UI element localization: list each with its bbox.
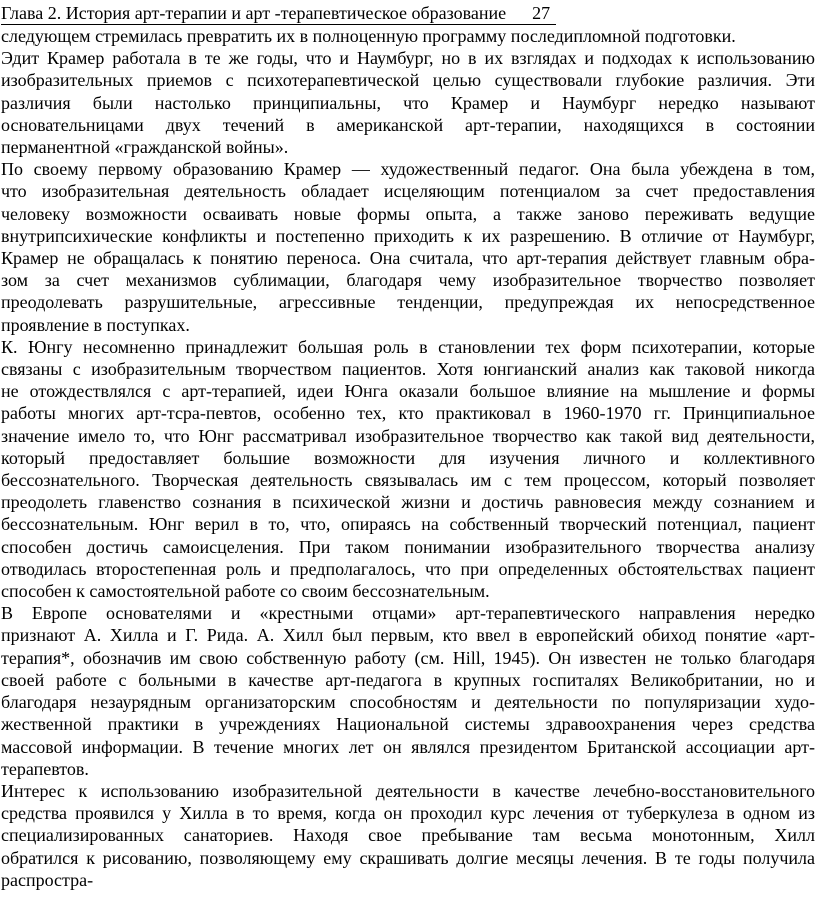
text-line: По своему первому образованию Крамер — художественный педагог. Она была убеждена в том, <box>1 159 815 180</box>
text-line: средства проявился у Хилла в то время, когда он проходил курс лечения от туберкулеза в одном из <box>1 803 815 824</box>
text-line: массовой информации. В течение многих лет он являлся президентом Британской ассоциации арт- <box>1 736 815 757</box>
text-line: преодолевать разрушительные, агрессивные тенденции, предупреждая их непосредственное <box>1 292 815 313</box>
text-line: бессознательным. Юнг верил в то, что, опираясь на собственный творческий потенциал, пациент <box>1 514 815 535</box>
paragraph <box>1 47 815 158</box>
text-line: обратился к рисованию, позволяющему ему скрашивать долгие месяцы лечения. В те годы получила <box>1 847 815 868</box>
text-line: который предоставляет большие возможности для изучения личного и коллективного <box>1 447 815 468</box>
running-header <box>1 3 556 25</box>
text-line: Эдит Крамер работала в те же годы, что и Наумбург, но в их взглядах и подходах к использованию <box>1 48 815 69</box>
text-line: основательницами двух течений в американской арт-терапии, находящихся в состоянии <box>1 114 815 135</box>
text-line: Интерес к использованию изобразительной деятельности в качестве лечебно-восстановительного <box>1 780 815 801</box>
text-line: специализированных санаториев. Находя свое пребывание там весьма монотонным, Хилл <box>1 825 815 846</box>
text-line: Крамер не обращалась к понятию переноса. Она считала, что арт-терапия действует главным обра- <box>1 248 815 269</box>
text-line: связаны с изобразительным творчеством пациентов. Хотя юнгианский анализ как таковой никогда <box>1 359 815 380</box>
text-line: бессознательного. Творческая деятельность связывалась им с тем процессом, который позволяет <box>1 470 815 491</box>
text-line: благодаря незаурядным организаторским способностям и деятельности по популяризации худо- <box>1 692 815 713</box>
text-line: отводилась второстепенная роль и предполагалось, что при определенных обстоятельствах пациент <box>1 558 815 579</box>
text-line: изобразительных приемов с психотерапевтической целью существовали глубокие различия. Эти <box>1 70 815 91</box>
text-line: терапия*, обозначив им свою собственную работу (см. Hill, 1945). Он известен не только благодаря <box>1 647 815 668</box>
body-text <box>1 25 815 891</box>
chapter-title: Глава 2. История арт-терапии и арт -терапевтическое образование <box>1 3 507 23</box>
text-line: В Европе основателями и «крестными отцами» арт-терапевтического направления нередко <box>1 603 815 624</box>
text-line: преодолеть главенство сознания в психической жизни и достичь равновесия между сознанием и <box>1 492 815 513</box>
text-line: зом за счет механизмов сублимации, благодаря чему изобразительное творчество позволяет <box>1 270 815 291</box>
text-line: терапевтов. <box>1 758 89 779</box>
text-line: работы многих арт-тсра-певтов, особенно тех, кто практиковал в 1960-1970 гг. Принципиальное <box>1 403 815 424</box>
text-line: что изобразительная деятельность обладает исцеляющим потенциалом за счет предоставления <box>1 181 815 202</box>
text-line: различия были настолько принципиальны, что Крамер и Наумбург нередко называют <box>1 92 815 113</box>
text-line: внутрипсихические конфликты и постепенно приходить к их разрешению. В отличие от Наумбург, <box>1 225 815 246</box>
text-line: К. Юнгу несомненно принадлежит большая роль в становлении тех форм психотерапии, которые <box>1 336 815 357</box>
text-line: своей работе с больными в качестве арт-педагога в крупных госпиталях Великобритании, но и <box>1 669 815 690</box>
paragraph <box>1 780 815 891</box>
text-line: способен к самостоятельной работе со своим бессознательным. <box>1 581 490 602</box>
text-line: жественной практики в учреждениях Национальной системы здравоохранения через средства <box>1 714 815 735</box>
text-line: распростра- <box>1 869 94 890</box>
paragraph <box>1 602 815 780</box>
text-line: проявление в поступках. <box>1 314 190 335</box>
paragraph <box>1 25 815 47</box>
text-line: признают А. Хилла и Г. Рида. А. Хилл был первым, кто ввел в европейский обиход понятие «арт- <box>1 625 815 646</box>
text-line: следующем стремилась превратить их в полноценную программу последипломной подготовки. <box>1 26 736 46</box>
text-line: не отождествлялся с арт-терапией, идеи Юнга оказали большое влияние на мышление и формы <box>1 381 815 402</box>
text-line: человеку возможности осваивать новые формы опыта, а также заново переживать ведущие <box>1 203 815 224</box>
text-line: значение имело то, что Юнг рассматривал изобразительное творчество как такой вид деятельности, <box>1 425 815 446</box>
paragraph <box>1 158 815 336</box>
text-line: перманентной «гражданской войны». <box>1 137 289 158</box>
paragraph <box>1 336 815 602</box>
page-number: 27 <box>532 3 551 23</box>
text-line: способен достичь самоисцеления. При таком понимании изобразительного творчества анализу <box>1 536 815 557</box>
